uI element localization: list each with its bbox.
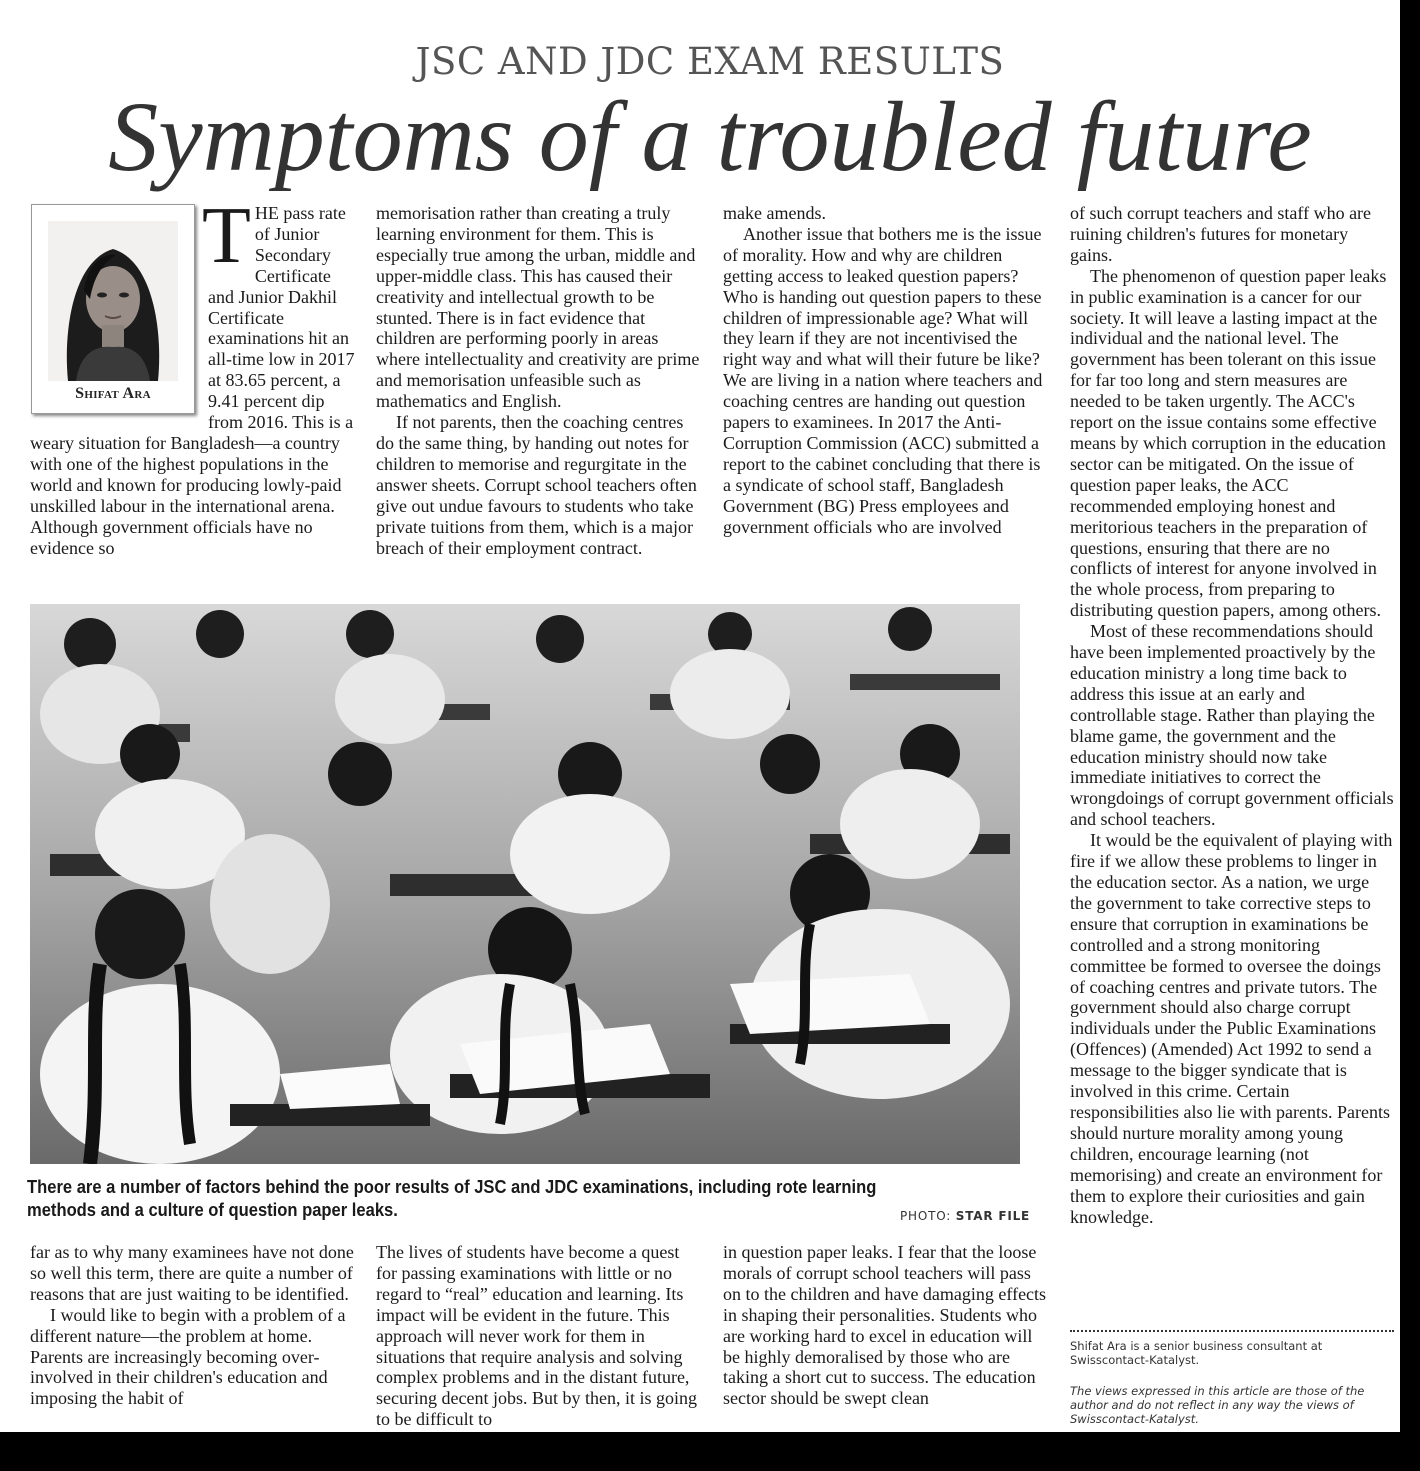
section-kicker: JSC AND JDC EXAM RESULTS xyxy=(415,40,1005,83)
paragraph: of such corrupt teachers and staff who are ruining children's futures for monetary gains. xyxy=(1070,203,1372,265)
column-1-top xyxy=(30,192,357,558)
dotted-divider xyxy=(1070,1330,1394,1332)
column-2-bottom xyxy=(376,1242,703,1430)
photo-credit-label: PHOTO: xyxy=(900,1209,952,1223)
column-2-top xyxy=(376,203,703,558)
paragraph: I would like to begin with a problem of a different nature—the problem at home. Parents are increasingly becoming over-involved in their children's education and imposing the habit of xyxy=(30,1304,346,1409)
disclaimer: The views expressed in this article are those of the author and do not reflect in any way the views of Swisscontact-Katalyst. xyxy=(1070,1384,1365,1426)
paragraph: If not parents, then the coaching centres do the same thing, by handing out notes for children to memorise and regurgitate in the answer sheets. Corrupt school teachers often give out undue favours to students who take private tuitions from them, which is a major breach of their employment contract. xyxy=(376,412,697,558)
paragraph: The phenomenon of question paper leaks in public examination is a cancer for our society. It will leave a lasting impact at the individual and the national level. The government has been tolerant on this issue for far too long and stern measures are needed to be taken urgently. The ACC's report on the issue contains some effective means by which corruption in the education sector can be mitigated. On the issue of question paper leaks, the ACC recommended employing honest and meritorious teachers in the preparation of questions, ensuring that there are no conflicts of interest for anyone involved in the whole process, from preparing to distributing question papers, among others. xyxy=(1070,265,1387,621)
paragraph: The lives of students have become a quest for passing examinations with little or no regard to “real” education and learning. Its impact will be evident in the future. This approach will never work for them in situations that require analysis and solving complex problems and in the distant future, securing decent jobs. But by then, it is going to be difficult to xyxy=(376,1242,697,1430)
column-3-bottom xyxy=(723,1242,1048,1409)
headline: Symptoms of a troubled future xyxy=(108,81,1312,192)
paragraph: memorisation rather than creating a truly learning environment for them. This is especially true among the urban, middle and upper-middle class. This has caused their creativity and intellectual growth to be stunted. There is in fact evidence that children are performing poorly in areas where intellectuality and creativity are prime and memorisation unfeasible such as mathematics and English. xyxy=(376,203,700,412)
author-bio: Shifat Ara is a senior business consultant at Swisscontact-Katalyst. xyxy=(1070,1339,1323,1367)
lead-paragraph: HE pass rate of Junior Secondary Certificate and Junior Dakhil Certificate examinations hit an all-time low in 2017 at 83.65 percent, a 9.41 percent dip from 2016. This is a weary situation for Bangladesh—a country with one of the highest populations in the world and known for producing lowly-paid unskilled labour in the international arena. Although government officials have no evidence so xyxy=(30,203,355,558)
students-writing-exam-image xyxy=(30,604,1020,1164)
drop-cap: T xyxy=(202,192,251,280)
author-name: Shifat Ara xyxy=(75,385,151,402)
paragraph: It would be the equivalent of playing with fire if we allow these problems to linger in the education sector. As a nation, we urge the government to take corrective steps to ensure that corruption in examinations be controlled and a strong monitoring committee be formed to oversee the doings of coaching centres and private tutors. The government should also charge corrupt individuals under the Public Examinations (Offences) (Amended) Act 1992 to send a message to the bigger syndicate that is involved in this crime. Certain responsibilities also lie with parents. Parents should nurture morality among young children, encourage learning (not memorising) and create an environment for them to explore their curiosities and gain knowledge. xyxy=(1070,830,1393,1227)
photo-credit xyxy=(900,1209,1030,1223)
byline-spacer xyxy=(30,203,208,431)
column-4 xyxy=(1070,203,1394,1227)
exam-hall-photo xyxy=(30,604,1020,1164)
column-1-bottom xyxy=(30,1242,357,1409)
paragraph: make amends. xyxy=(723,203,826,223)
photo-credit-source: STAR FILE xyxy=(955,1209,1031,1223)
column-3-top xyxy=(723,203,1048,538)
paragraph: in question paper leaks. I fear that the loose morals of corrupt school teachers will pass on to the children and have damaging effects in shaping their personalities. Students who are working hard to excel in education will be highly demoralised by those who are taking a short cut to success. The education sector should be swept clean xyxy=(723,1242,1047,1409)
paragraph: Most of these recommendations should have been implemented proactively by the education ministry a long time back to address this issue at an early and controllable stage. Rather than playing the blame game, the government and the education ministry should now take immediate initiatives to correct the wrongdoings of corrupt government officials and school teachers. xyxy=(1070,621,1394,830)
paragraph: far as to why many examinees have not done so well this term, there are quite a number of reasons that are just waiting to be identified. xyxy=(30,1242,354,1304)
paragraph: Another issue that bothers me is the issue of morality. How and why are children getting access to leaked question papers? Who is handing out question papers to these children of impressionable age? What will they learn if they are not incentivised the right way and what will their future be like? We are living in a nation where teachers and coaching centres are handing out question papers to examinees. In 2017 the Anti-Corruption Commission (ACC) submitted a report to the cabinet concluding that there is a syndicate of school staff, Bangladesh Government (BG) Press employees and government officials who are involved xyxy=(723,223,1043,537)
photo-caption: There are a number of factors behind the poor results of JSC and JDC examinations, including rote learning methods and a culture of question paper leaks. xyxy=(27,1177,877,1220)
